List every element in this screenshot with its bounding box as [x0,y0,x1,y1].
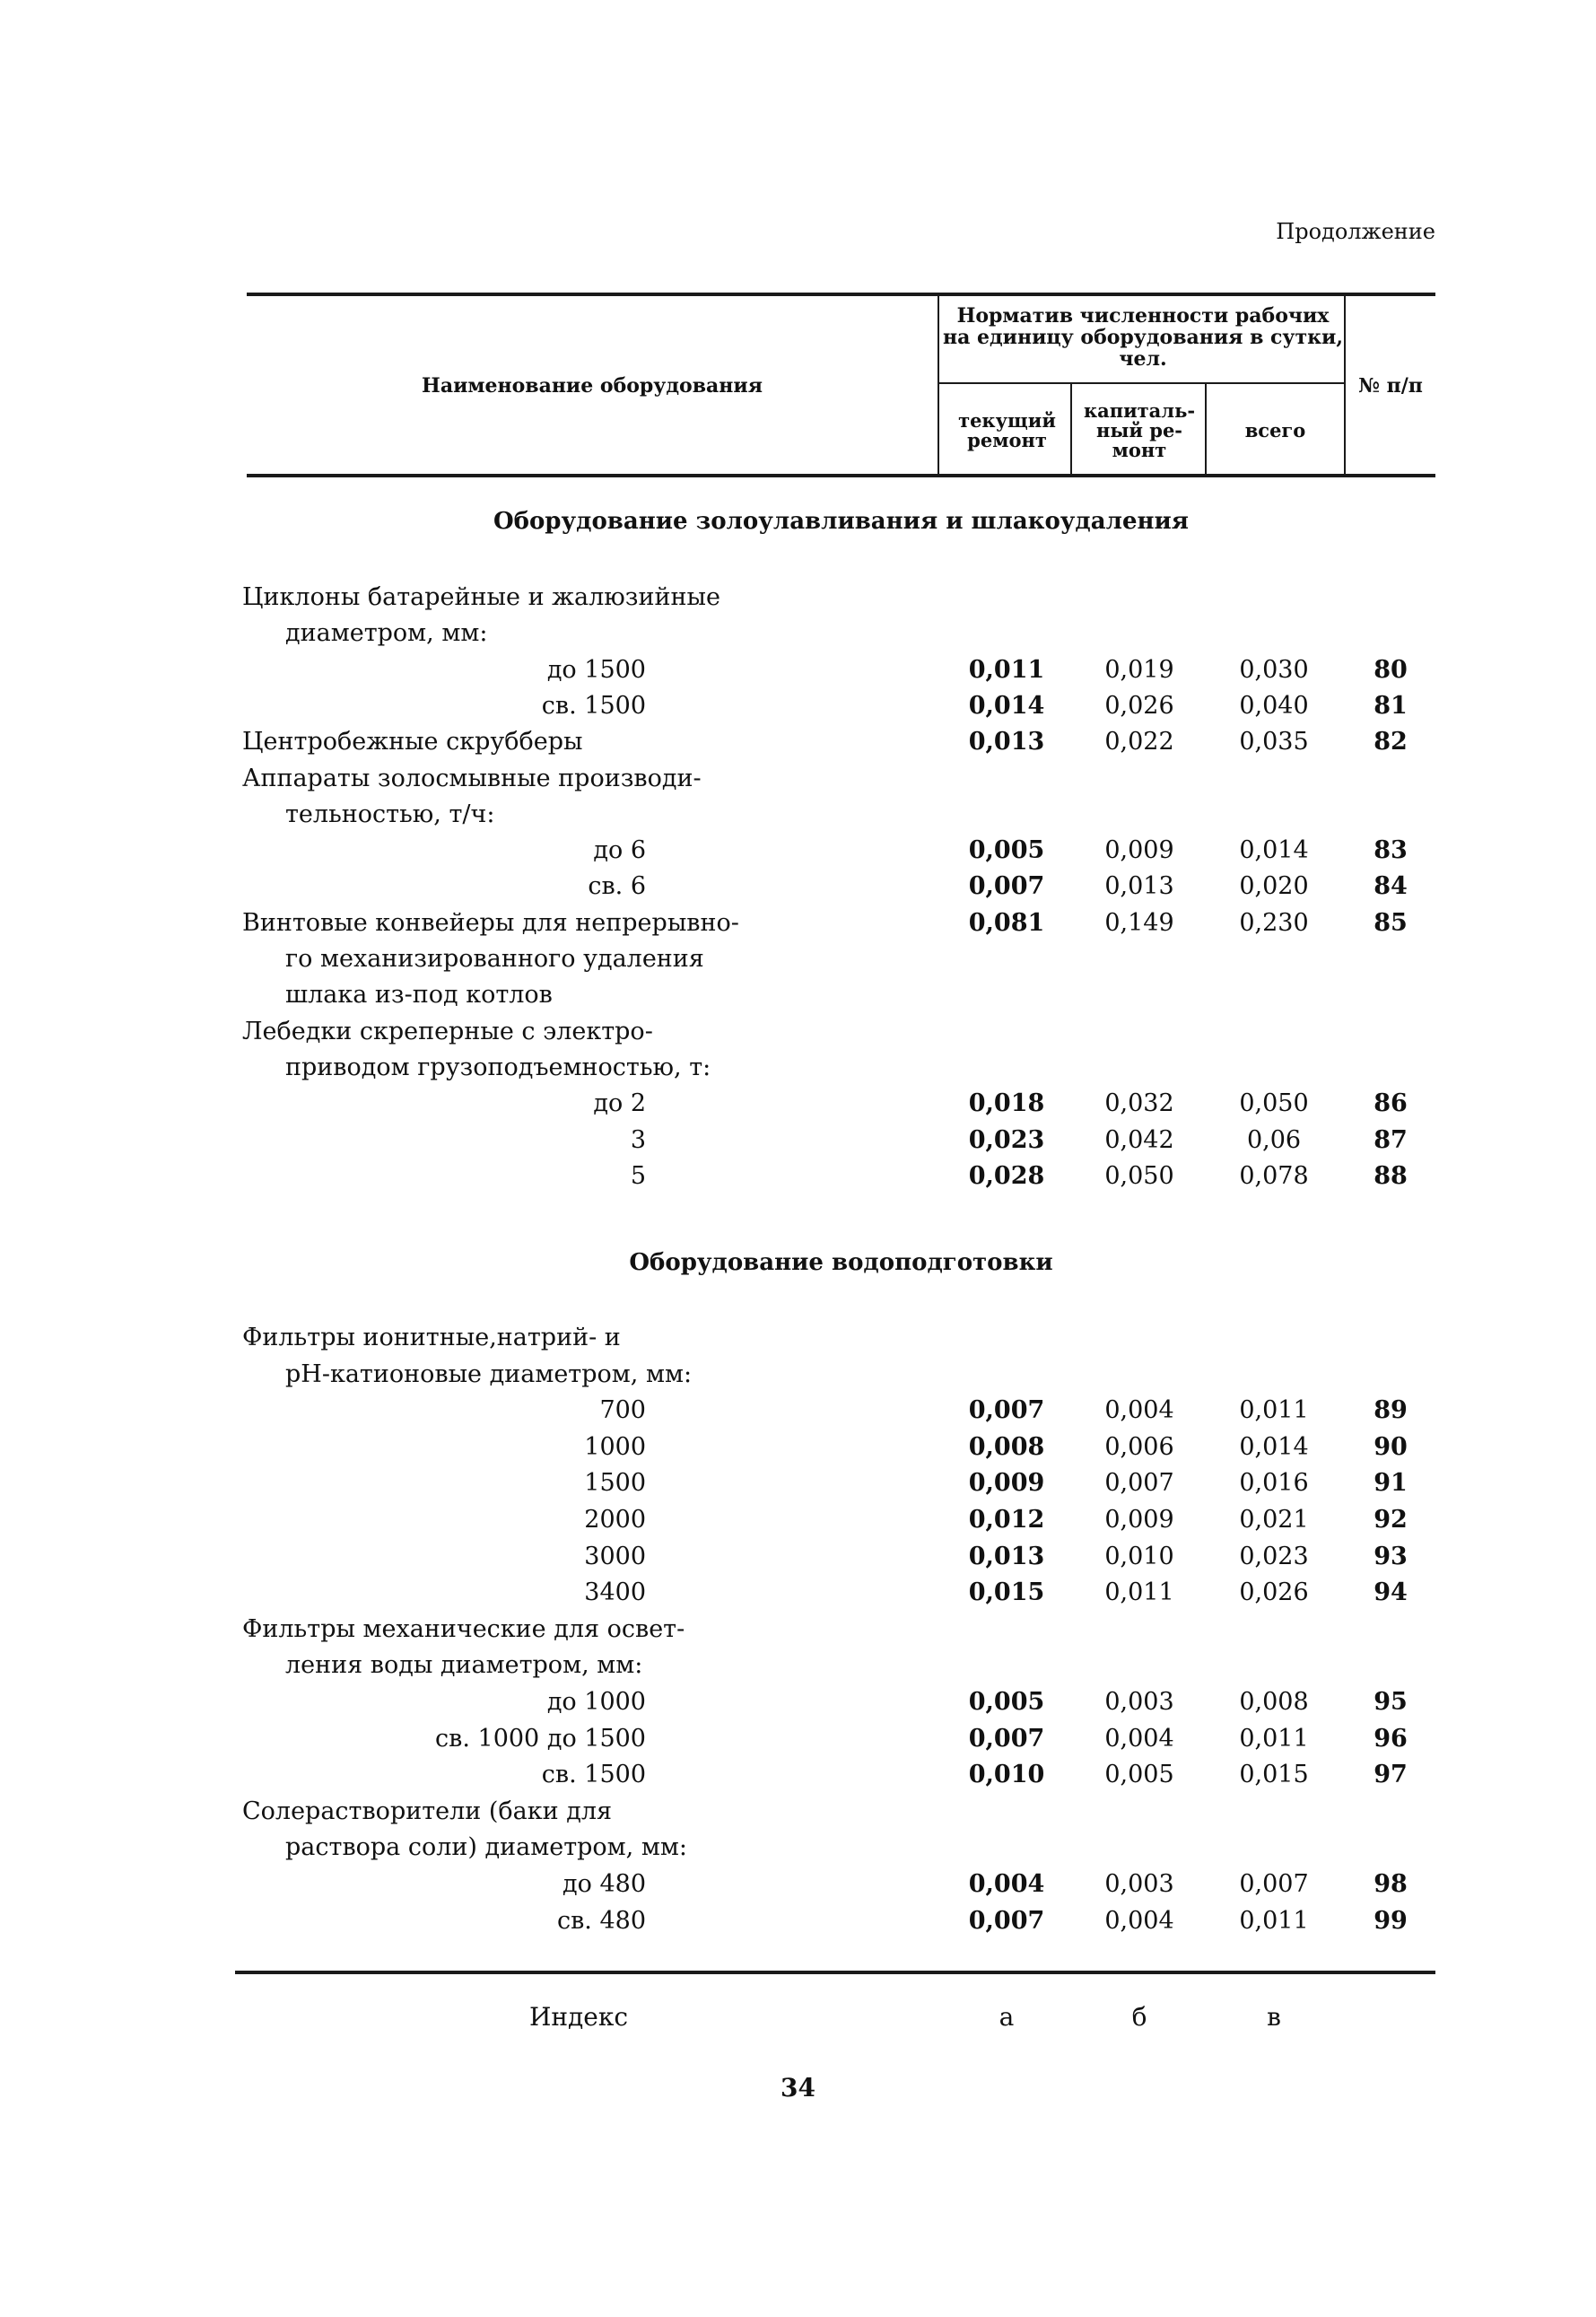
total-value: 0,023 [1239,1542,1309,1570]
row-label: го механизированного удаления [285,945,704,973]
section-title-ash: Оборудование золоулавливания и шлакоудаления [493,508,1190,535]
total-value: 0,050 [1239,1089,1309,1118]
row-label: диаметром, мм: [285,619,488,648]
row-number: 94 [1374,1578,1408,1607]
section-title-water: Оборудование водоподготовки [629,1249,1053,1276]
table-row [0,1539,1596,1575]
current-repair-value: 0,007 [968,1724,1045,1753]
table-row [0,1502,1596,1538]
row-number: 83 [1374,836,1408,865]
index-b: б [1131,2002,1147,2032]
table-row [0,1050,1596,1086]
row-label: раствора соли) диаметром, мм: [285,1833,687,1862]
current-repair-value: 0,008 [968,1432,1045,1461]
capital-repair-value: 0,050 [1104,1161,1174,1190]
row-label: до 480 [563,1870,646,1898]
header-vline-2 [1070,384,1072,476]
capital-repair-value: 0,009 [1104,1506,1174,1534]
row-number: 89 [1374,1396,1408,1425]
current-repair-value: 0,015 [968,1578,1045,1607]
row-label: 2000 [584,1506,646,1534]
table-row [0,580,1596,616]
table-row [0,1357,1596,1393]
total-value: 0,015 [1239,1761,1309,1789]
column-header-norm: Норматив численности рабочих на единицу оборудования в сутки, чел. [942,304,1344,371]
current-repair-value: 0,007 [968,872,1045,901]
capital-repair-value: 0,004 [1104,1396,1174,1425]
continuation-label: Продолжение [1276,219,1435,244]
current-repair-value: 0,013 [968,728,1045,756]
row-number: 95 [1374,1688,1408,1716]
row-number: 96 [1374,1724,1408,1753]
row-number: 93 [1374,1542,1408,1570]
table-row [0,941,1596,977]
current-repair-value: 0,009 [968,1469,1045,1498]
table-row [0,1465,1596,1501]
index-row [0,1999,1596,2035]
row-label: 700 [599,1396,646,1425]
row-label: тельностью, т/ч: [285,800,495,828]
column-header-capital-repair: капиталь-ный ре-монт [1083,398,1196,461]
table-row [0,724,1596,760]
index-v: в [1267,2002,1281,2032]
total-value: 0,020 [1239,872,1309,901]
row-number: 98 [1374,1870,1408,1898]
row-label: св. 6 [588,872,646,901]
table-row [0,1830,1596,1866]
row-label: 3400 [584,1578,646,1607]
column-header-name: Наименование оборудования [422,374,763,398]
total-value: 0,078 [1239,1161,1309,1190]
row-label: Солерастворители (баки для [242,1797,613,1825]
table-row [0,1320,1596,1356]
table-row [0,1430,1596,1465]
total-value: 0,035 [1239,728,1309,756]
total-value: 0,016 [1239,1469,1309,1498]
row-number: 88 [1374,1161,1408,1190]
capital-repair-value: 0,032 [1104,1089,1174,1118]
current-repair-value: 0,005 [968,836,1045,865]
current-repair-value: 0,081 [968,908,1045,937]
total-value: 0,014 [1239,1432,1309,1461]
capital-repair-value: 0,003 [1104,1870,1174,1898]
table-row [0,1123,1596,1158]
current-repair-value: 0,028 [968,1161,1045,1190]
current-repair-value: 0,013 [968,1542,1045,1570]
row-label: рН-катионовые диаметром, мм: [285,1360,693,1388]
row-number: 91 [1374,1469,1408,1498]
row-label: св. 480 [556,1906,646,1935]
total-value: 0,011 [1239,1906,1309,1935]
current-repair-value: 0,007 [968,1906,1045,1935]
table-row [0,869,1596,905]
row-label: Фильтры ионитные,натрий- и [242,1324,621,1351]
total-value: 0,230 [1239,908,1309,937]
capital-repair-value: 0,004 [1104,1906,1174,1935]
current-repair-value: 0,005 [968,1688,1045,1716]
column-header-total: всего [1244,418,1306,442]
table-row [0,1612,1596,1648]
capital-repair-value: 0,149 [1104,908,1174,937]
row-label: св. 1500 [541,1761,646,1789]
row-label: 3000 [584,1542,646,1570]
current-repair-value: 0,010 [968,1761,1045,1789]
row-label: св. 1500 [541,691,646,720]
row-number: 86 [1374,1089,1408,1118]
row-label: 3 [630,1125,646,1154]
total-value: 0,014 [1239,836,1309,865]
row-label: приводом грузоподъемностью, т: [285,1053,711,1081]
table-row [0,688,1596,724]
row-label: св. 1000 до 1500 [435,1724,646,1753]
capital-repair-value: 0,005 [1104,1761,1174,1789]
total-value: 0,040 [1239,691,1309,720]
row-number: 97 [1374,1761,1408,1789]
row-label: Фильтры механические для освет- [242,1614,685,1643]
total-value: 0,030 [1239,655,1309,684]
table-row [0,1757,1596,1793]
capital-repair-value: 0,004 [1104,1724,1174,1753]
capital-repair-value: 0,007 [1104,1469,1174,1498]
header-mid-rule [938,382,1346,384]
row-label: Циклоны батарейные и жалюзийные [242,583,720,611]
table-row [0,977,1596,1013]
row-number: 92 [1374,1506,1408,1534]
total-value: 0,021 [1239,1506,1309,1534]
table-row [0,616,1596,651]
current-repair-value: 0,011 [968,655,1045,684]
table-row [0,1684,1596,1720]
table-row [0,1794,1596,1830]
current-repair-value: 0,014 [968,691,1045,720]
table-row [0,905,1596,941]
table-row [0,1393,1596,1429]
table-row [0,652,1596,688]
capital-repair-value: 0,009 [1104,836,1174,865]
capital-repair-value: 0,013 [1104,872,1174,901]
total-value: 0,008 [1239,1688,1309,1716]
total-value: 0,06 [1246,1125,1302,1154]
row-label: Аппараты золосмывные производи- [242,764,702,792]
current-repair-value: 0,012 [968,1506,1045,1534]
table-row [0,1648,1596,1683]
capital-repair-value: 0,003 [1104,1688,1174,1716]
row-number: 87 [1374,1125,1408,1154]
row-number: 80 [1374,655,1408,684]
row-label: 1000 [584,1432,646,1461]
total-value: 0,007 [1239,1870,1309,1898]
header-vline-1 [938,296,939,476]
current-repair-value: 0,023 [968,1125,1045,1154]
capital-repair-value: 0,026 [1104,691,1174,720]
row-number: 81 [1374,691,1408,720]
row-label: 1500 [584,1469,646,1498]
page-number: 34 [781,2073,815,2103]
current-repair-value: 0,004 [968,1870,1045,1898]
capital-repair-value: 0,019 [1104,655,1174,684]
row-number: 90 [1374,1432,1408,1461]
row-label: Центробежные скрубберы [242,728,583,756]
row-label: до 2 [593,1089,646,1118]
capital-repair-value: 0,006 [1104,1432,1174,1461]
row-label: Винтовые конвейеры для непрерывно- [242,908,739,937]
table-row [0,1086,1596,1122]
table-row [0,1158,1596,1194]
table-row [0,761,1596,797]
row-label: шлака из-под котлов [285,981,553,1010]
total-value: 0,011 [1239,1724,1309,1753]
row-label: Лебедки скреперные с электро- [242,1017,653,1045]
capital-repair-value: 0,011 [1104,1578,1174,1607]
table-row [0,1575,1596,1611]
row-number: 82 [1374,728,1408,756]
row-label: ления воды диаметром, мм: [285,1651,643,1680]
table-row [0,833,1596,869]
table-row [0,1721,1596,1757]
row-label: до 1500 [546,655,646,684]
index-a: а [999,2002,1015,2032]
row-label: 5 [630,1161,646,1190]
current-repair-value: 0,007 [968,1396,1045,1425]
current-repair-value: 0,018 [968,1089,1045,1118]
row-number: 85 [1374,908,1408,937]
table-row [0,1867,1596,1902]
total-value: 0,011 [1239,1396,1309,1425]
column-header-current-repair: текущий ремонт [958,408,1056,451]
capital-repair-value: 0,010 [1104,1542,1174,1570]
table-row [0,1014,1596,1050]
table-bottom-rule [235,1971,1435,1974]
row-number: 99 [1374,1906,1408,1935]
capital-repair-value: 0,042 [1104,1125,1174,1154]
table-row [0,1903,1596,1939]
table-row [0,797,1596,833]
row-number: 84 [1374,872,1408,901]
capital-repair-value: 0,022 [1104,728,1174,756]
total-value: 0,026 [1239,1578,1309,1607]
row-label: до 1000 [546,1688,646,1716]
column-header-number: № п/п [1358,374,1423,398]
index-label: Индекс [528,2002,629,2032]
row-label: до 6 [593,836,646,865]
